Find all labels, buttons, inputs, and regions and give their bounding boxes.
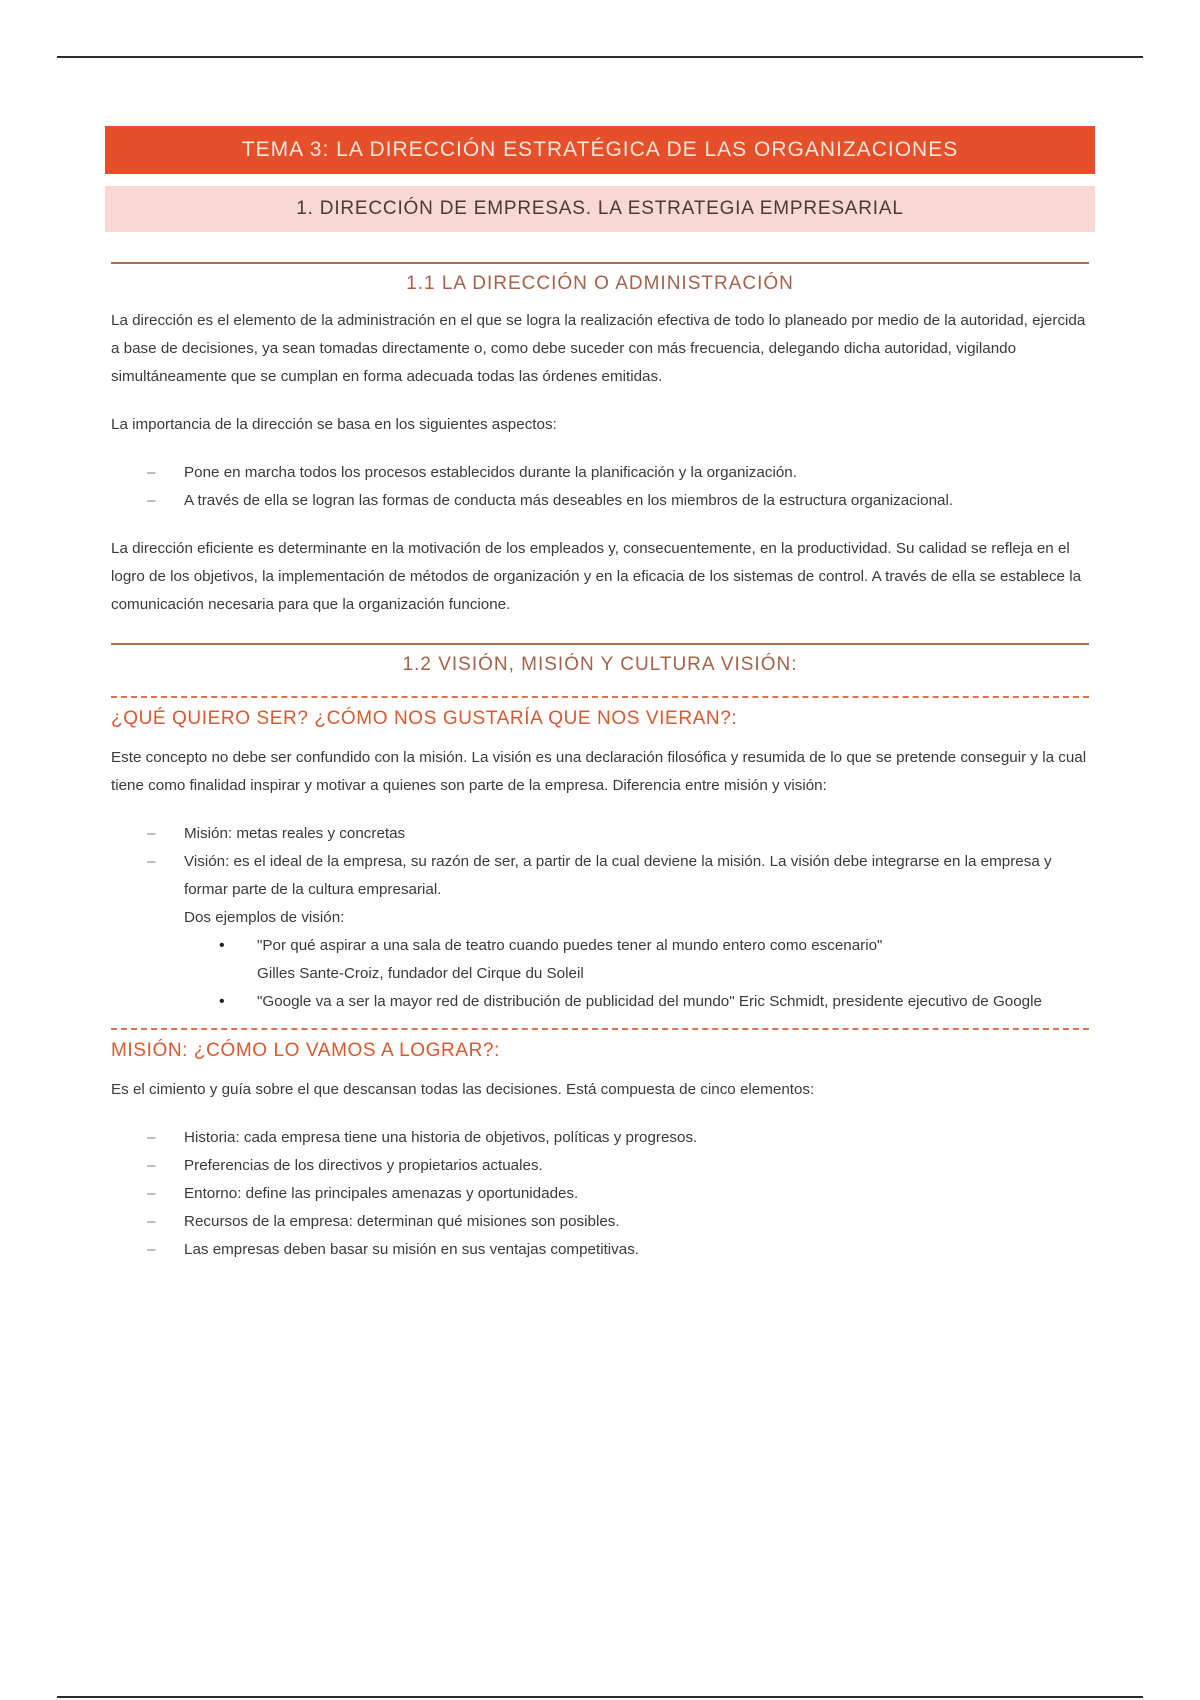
example-item: • "Google va a ser la mayor red de distribución de publicidad del mundo" Eric Schmidt, presidente ejecutivo de Google [257, 988, 1089, 1016]
paragraph: Es el cimiento y guía sobre el que descansan todas las decisiones. Está compuesta de cinco elementos: [111, 1081, 815, 1098]
importance-list [111, 459, 1089, 515]
list-item: – A través de ella se logran las formas de conducta más deseables en los miembros de la estructura organizacional. [184, 487, 1089, 515]
document-body [105, 126, 1095, 1264]
example-item [257, 932, 1089, 988]
list-item [184, 848, 1089, 1016]
list-item: – Preferencias de los directivos y propietarios actuales. [184, 1152, 1089, 1180]
page-title: TEMA 3: LA DIRECCIÓN ESTRATÉGICA DE LAS ORGANIZACIONES [105, 126, 1095, 174]
examples-list [184, 932, 1089, 1016]
example-author: Gilles Sante-Croiz, fundador del Cirque du Soleil [257, 965, 584, 982]
list-item: – Pone en marcha todos los procesos establecidos durante la planificación y la organización. [184, 459, 1089, 487]
example-quote: • "Por qué aspirar a una sala de teatro cuando puedes tener al mundo entero como escenario" [257, 937, 883, 954]
section-heading-1-2: 1.2 VISIÓN, MISIÓN Y CULTURA VISIÓN: [111, 643, 1089, 688]
list-item: – Entorno: define las principales amenazas y oportunidades. [184, 1180, 1089, 1208]
paragraph: La importancia de la dirección se basa en los siguientes aspectos: [111, 416, 557, 433]
examples-label: Dos ejemplos de visión: [184, 909, 345, 926]
vision-heading: ¿QUÉ QUIERO SER? ¿CÓMO NOS GUSTARÍA QUE NOS VIERAN?: [111, 696, 1089, 740]
top-rule [57, 56, 1143, 58]
list-item: – Las empresas deben basar su misión en sus ventajas competitivas. [184, 1236, 1089, 1264]
list-item-text: – Visión: es el ideal de la empresa, su razón de ser, a partir de la cual deviene la misión. La visión debe integrarse en la empresa y formar parte de la cultura empresarial. [184, 853, 1052, 898]
section-heading-1-1: 1.1 LA DIRECCIÓN O ADMINISTRACIÓN [111, 262, 1089, 307]
list-item: – Historia: cada empresa tiene una historia de objetivos, políticas y progresos. [184, 1124, 1089, 1152]
bottom-rule [57, 1696, 1143, 1698]
paragraph: Este concepto no debe ser confundido con la misión. La visión es una declaración filosófica y resumida de lo que se pretende conseguir y la cual tiene como finalidad inspirar y motivar a quienes son parte de la empresa. Diferencia entre misión y visión: [111, 749, 1087, 794]
vision-list [111, 820, 1089, 1016]
list-item: – Recursos de la empresa: determinan qué misiones son posibles. [184, 1208, 1089, 1236]
mision-elements-list [111, 1124, 1089, 1264]
paragraph: La dirección es el elemento de la administración en el que se logra la realización efectiva de todo lo planeado por medio de la autoridad, ejercida a base de decisiones, ya sean tomadas directamente o, como debe suceder con más frecuencia, delegando dicha autoridad, vigilando simultáneamente que se cumplan en forma adecuada todas las órdenes emitidas. [111, 312, 1086, 385]
mision-heading: MISIÓN: ¿CÓMO LO VAMOS A LOGRAR?: [111, 1028, 1089, 1072]
chapter-subtitle: 1. DIRECCIÓN DE EMPRESAS. LA ESTRATEGIA EMPRESARIAL [105, 186, 1095, 232]
section-direccion [111, 262, 1089, 1264]
paragraph: La dirección eficiente es determinante en la motivación de los empleados y, consecuentemente, en la productividad. Su calidad se refleja en el logro de los objetivos, la implementación de métodos de organización y en la eficacia de los sistemas de control. A través de ella se establece la comunicación necesaria para que la organización funcione. [111, 540, 1082, 613]
list-item: – Misión: metas reales y concretas [184, 820, 1089, 848]
